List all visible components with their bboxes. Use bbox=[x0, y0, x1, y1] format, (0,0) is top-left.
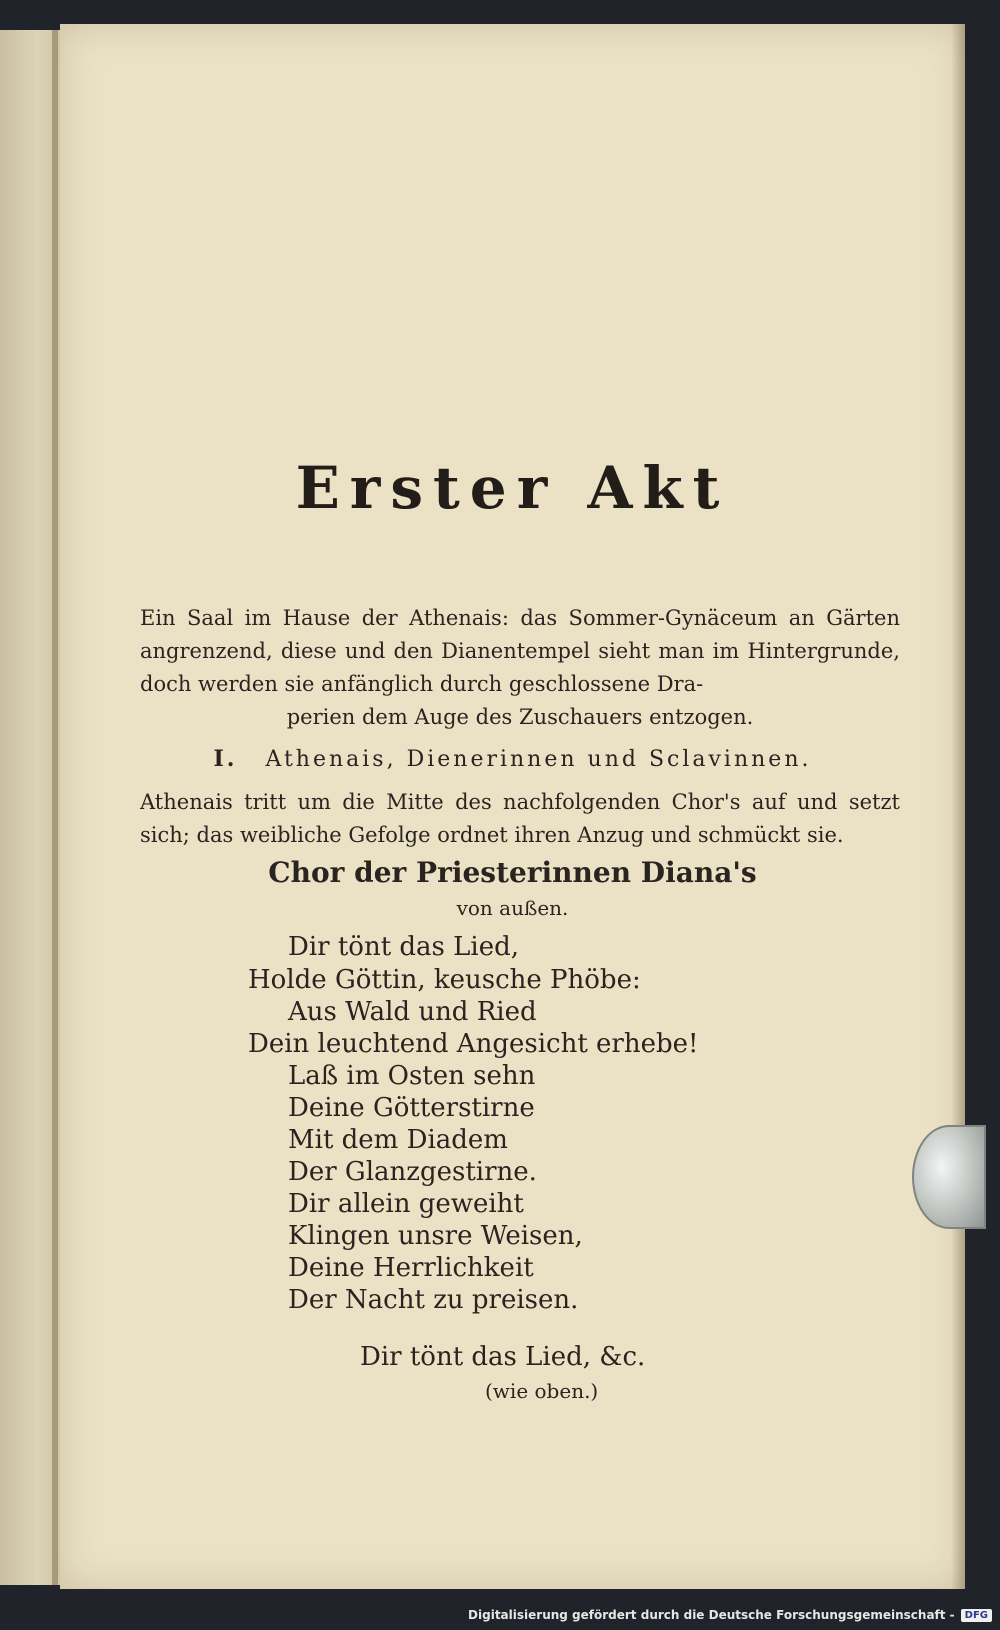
stage-direction bbox=[140, 602, 900, 734]
credit-text: Digitalisierung gefördert durch die Deutsche Forschungsgemeinschaft - bbox=[468, 1608, 955, 1622]
book-gutter bbox=[52, 30, 58, 1585]
direction-line: setzt sich; das weibliche Gefolge ordnet ihren Anzug und schmückt sie. bbox=[140, 790, 900, 847]
verse-line: Aus Wald und Ried bbox=[288, 997, 537, 1027]
stage-line: Ein Saal im Hause der Athenais: das Sommer-Gynäceum an bbox=[140, 606, 815, 630]
verse-line: Klingen unsre Weisen, bbox=[288, 1221, 583, 1251]
scene-number: I. bbox=[213, 746, 238, 772]
direction-line: Athenais tritt um die Mitte des nachfolgenden Chor's auf und bbox=[140, 790, 838, 814]
scene-characters: Athenais, Dienerinnen und Sclavinnen. bbox=[265, 747, 812, 772]
digitization-credit bbox=[468, 1604, 992, 1626]
verse-line: Dir tönt das Lied, bbox=[288, 932, 520, 962]
verse-line: Der Nacht zu preisen. bbox=[288, 1285, 579, 1315]
act-title: Erster Akt bbox=[295, 454, 730, 522]
verse-line: Mit dem Diadem bbox=[288, 1125, 508, 1155]
verse-line: Deine Götterstirne bbox=[288, 1093, 535, 1123]
stage-line: Hintergrunde, doch werden sie anfänglich durch geschlossene Dra- bbox=[140, 639, 900, 696]
book-page bbox=[60, 24, 965, 1589]
scene-direction bbox=[140, 786, 900, 852]
dfg-logo: DFG bbox=[961, 1609, 992, 1622]
page-text bbox=[60, 24, 965, 1589]
refrain-line: Dir tönt das Lied, &c. bbox=[360, 1342, 646, 1372]
scene-heading bbox=[60, 746, 965, 772]
book-clip bbox=[912, 1125, 986, 1229]
verse-line: Dir allein geweiht bbox=[288, 1189, 524, 1219]
chorus-title: Chor der Priesterinnen Diana's bbox=[268, 856, 757, 889]
verse-line: Deine Herrlichkeit bbox=[288, 1253, 534, 1283]
verse-line: Dein leuchtend Angesicht erhebe! bbox=[248, 1029, 699, 1059]
refrain-note: (wie oben.) bbox=[485, 1379, 599, 1403]
verse-line: Laß im Osten sehn bbox=[288, 1061, 536, 1091]
chorus-subtitle: von außen. bbox=[456, 896, 569, 920]
verse-line: Holde Göttin, keusche Phöbe: bbox=[248, 965, 641, 995]
stage-line: perien dem Auge des Zuschauers entzogen. bbox=[286, 705, 754, 729]
stage-line: Gärten angrenzend, diese und den Dianentempel sieht man im bbox=[140, 606, 900, 663]
verse-line: Der Glanzgestirne. bbox=[288, 1157, 537, 1187]
